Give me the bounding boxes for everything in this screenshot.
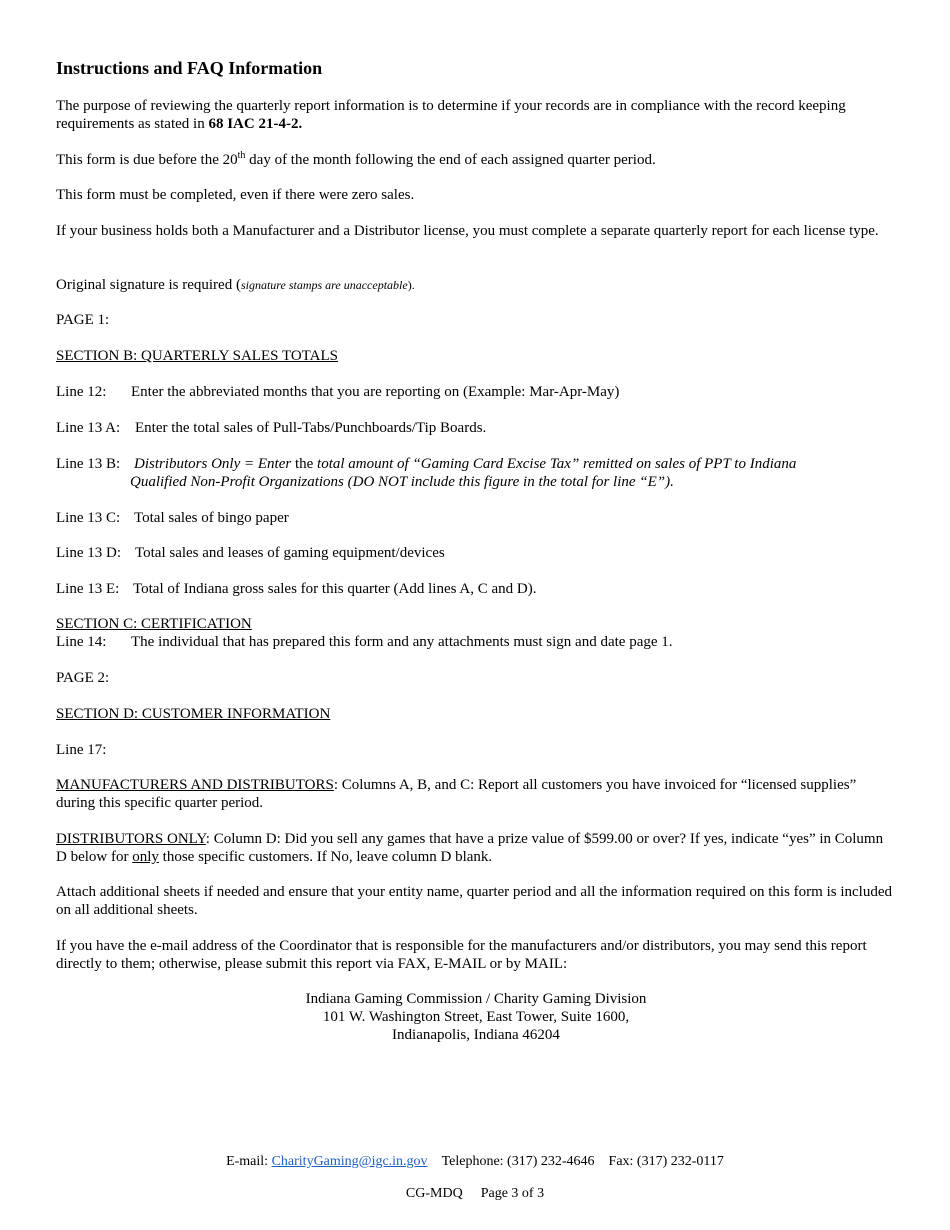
manufacturers-distributors-heading: MANUFACTURERS AND DISTRIBUTORS	[56, 777, 334, 793]
signature-text: Original signature is required (	[56, 277, 241, 293]
distributors-only-paragraph	[56, 830, 896, 866]
footer-email-link[interactable]: CharityGaming@igc.in.gov	[271, 1154, 428, 1169]
line-17-label: Line 17:	[56, 742, 107, 758]
line-13a	[56, 419, 896, 437]
email-coordinator-paragraph: If you have the e-mail address of the Coordinator that is responsible for the manufacturers and/or distributors, you may send this report directly to them; otherwise, please submit this report via FAX, E-MAIL or by MAIL:	[56, 938, 867, 972]
line-13b-label: Line 13 B:	[56, 456, 121, 472]
both-license-paragraph: If your business holds both a Manufacturer and a Distributor license, you must complete a separate quarterly report for each license type.	[56, 223, 879, 239]
signature-note: signature stamps are unacceptable	[240, 278, 408, 292]
line-13b-text-2: Qualified Non-Profit Organizations (DO NOT include this figure in the total for line “E”).	[130, 474, 674, 490]
mailing-address	[56, 990, 896, 1044]
due-text-after: day of the month following the end of each assigned quarter period.	[245, 152, 656, 168]
footer-page-number: Page 3 of 3	[480, 1186, 545, 1201]
line-12-text: Enter the abbreviated months that you are reporting on (Example: Mar-Apr-May)	[131, 384, 620, 400]
line-14-label: Line 14:	[56, 634, 107, 650]
line-13d	[56, 544, 896, 562]
page-title: Instructions and FAQ Information	[56, 58, 323, 78]
line-13b-the: the	[291, 456, 318, 472]
line-13a-label: Line 13 A:	[56, 420, 121, 436]
distributors-only-emphasis: only	[132, 849, 159, 865]
section-d-heading: SECTION D: CUSTOMER INFORMATION	[56, 706, 331, 722]
footer-contact	[0, 1153, 950, 1171]
distributors-only-heading: DISTRIBUTORS ONLY	[56, 831, 206, 847]
page2-heading: PAGE 2:	[56, 670, 110, 686]
line-13b	[56, 455, 896, 491]
line-13e	[56, 580, 896, 598]
regulation-reference: 68 IAC 21-4-2.	[208, 116, 303, 132]
address-line-3: Indianapolis, Indiana 46204	[392, 1027, 560, 1043]
line-13d-text: Total sales and leases of gaming equipment/devices	[135, 545, 445, 561]
line-13c	[56, 509, 896, 527]
footer-form-id: CG-MDQ	[405, 1186, 463, 1201]
due-superscript: th	[237, 150, 246, 161]
purpose-paragraph	[56, 97, 896, 133]
footer-fax: Fax: (317) 232-0117	[608, 1154, 724, 1169]
line-13c-text: Total sales of bingo paper	[134, 510, 289, 526]
address-line-1: Indiana Gaming Commission / Charity Gaming Division	[305, 991, 647, 1007]
line-12	[56, 383, 896, 401]
line-14	[56, 633, 896, 651]
footer-page-info	[0, 1185, 950, 1203]
line-13a-text: Enter the total sales of Pull-Tabs/Punchboards/Tip Boards.	[135, 420, 487, 436]
section-c-heading: SECTION C: CERTIFICATION	[56, 616, 252, 632]
line-13c-label: Line 13 C:	[56, 510, 121, 526]
zero-sales-paragraph: This form must be completed, even if there were zero sales.	[56, 187, 415, 203]
due-text-before: This form is due before the 20	[56, 152, 238, 168]
purpose-text: The purpose of reviewing the quarterly report information is to determine if your records are in compliance with the record keeping requirements as stated in	[56, 98, 846, 132]
distributors-only-text-1: : Column D: Did you sell any games that have a prize value of $599.00 or over? If yes, indicate “yes” in Column D below for	[56, 831, 884, 865]
page1-heading: PAGE 1:	[56, 312, 110, 328]
attach-sheets-paragraph: Attach additional sheets if needed and ensure that your entity name, quarter period and all the information required on this form is included on all additional sheets.	[56, 884, 892, 918]
signature-end: ).	[407, 278, 415, 292]
manufacturers-distributors-paragraph	[56, 776, 896, 812]
line-13d-label: Line 13 D:	[56, 545, 121, 561]
address-line-2: 101 W. Washington Street, East Tower, Suite 1600,	[322, 1009, 630, 1025]
line-12-label: Line 12:	[56, 384, 107, 400]
distributors-only-text-2: those specific customers. If No, leave column D blank.	[158, 849, 493, 865]
line-14-text: The individual that has prepared this form and any attachments must sign and date page 1.	[131, 634, 673, 650]
due-date-paragraph	[56, 151, 896, 169]
line-13b-text-1: total amount of “Gaming Card Excise Tax” remitted on sales of PPT to Indiana	[317, 456, 797, 472]
manufacturers-distributors-text: : Columns A, B, and C: Report all customers you have invoiced for “licensed supplies” during this specific quarter period.	[56, 777, 857, 811]
signature-paragraph	[56, 276, 896, 294]
section-b-heading: SECTION B: QUARTERLY SALES TOTALS	[56, 348, 338, 364]
line-13b-distributors-only: Distributors Only = Enter	[134, 456, 292, 472]
line-13e-label: Line 13 E:	[56, 581, 120, 597]
line-13e-text: Total of Indiana gross sales for this quarter (Add lines A, C and D).	[133, 581, 537, 597]
footer-telephone: Telephone: (317) 232-4646	[441, 1154, 595, 1169]
footer-email-label: E-mail:	[226, 1154, 272, 1169]
